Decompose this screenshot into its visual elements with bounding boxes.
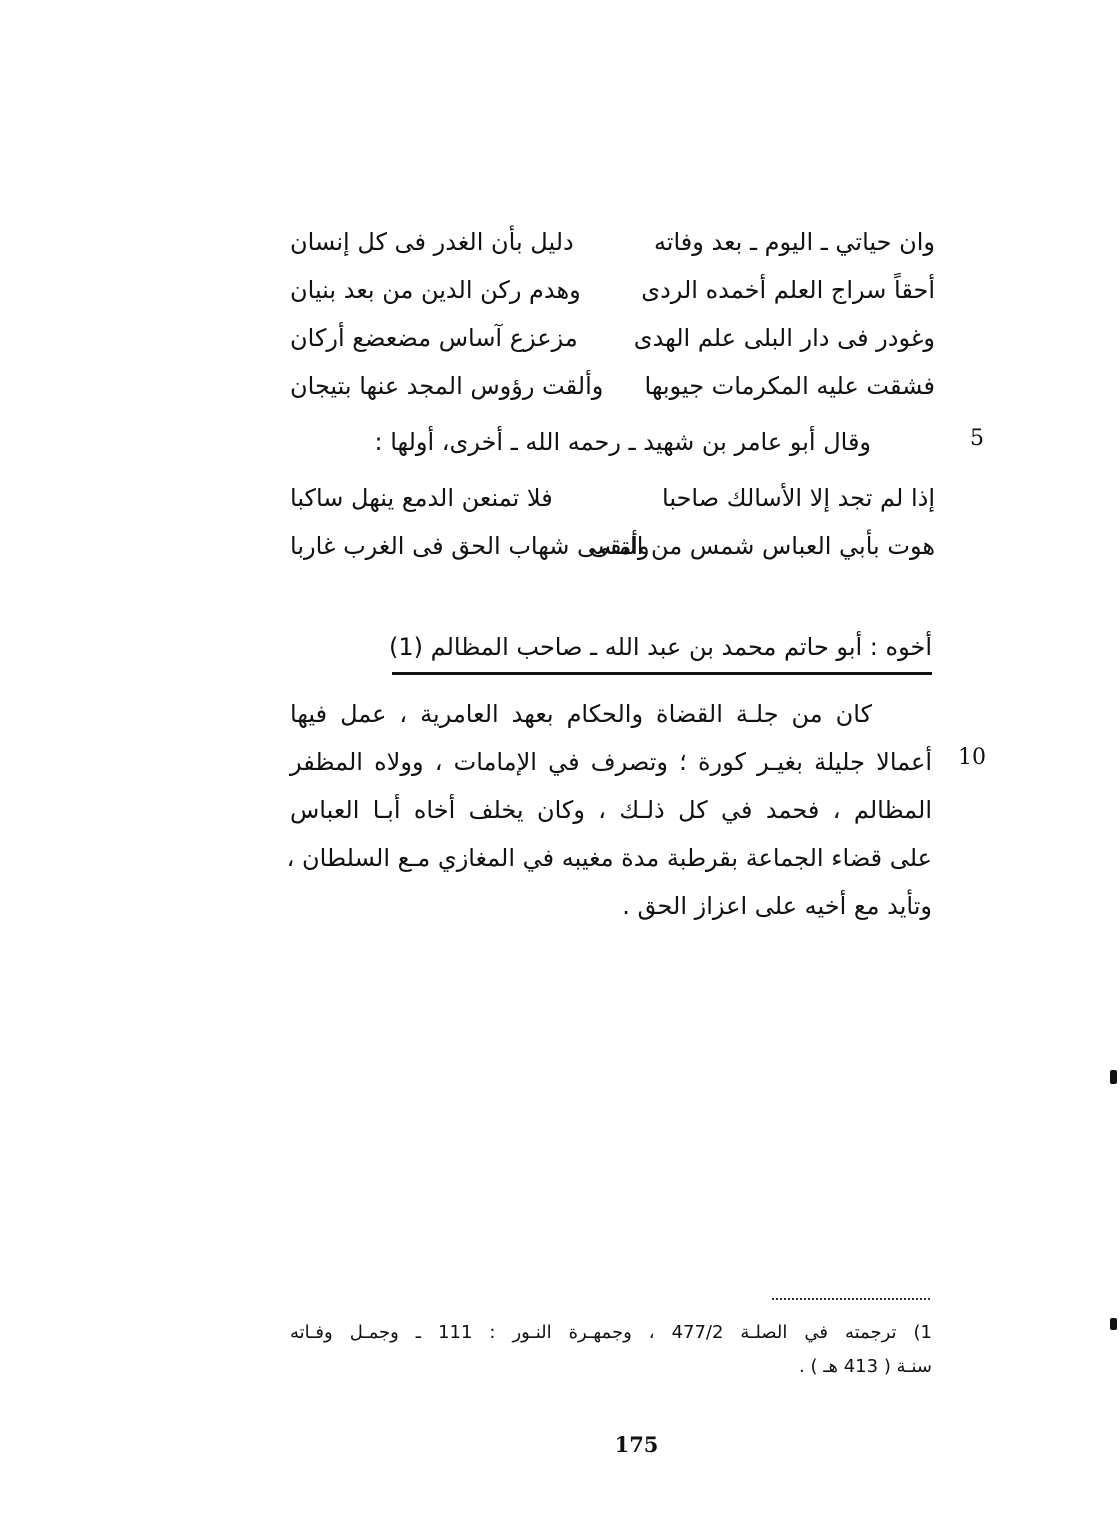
verse-row [290,366,935,414]
verses-block-1 [290,222,935,414]
footnote-line: 1) ترجمته في الصلـة 477/2 ، وجمهـرة النـور : 111 ـ وجمـل وفـاته [290,1322,932,1343]
paragraph-line: كان من جلـة القضاة والحكام بعهد العامرية ، عمل فيها [290,700,872,728]
paragraph-line: أعمالا جليلة بغيـر كورة ؛ وتصرف في الإمامات ، وولاه المظفر [290,748,932,776]
verse-first-hemistich: وان حياتي ـ اليوم ـ بعد وفاته [653,228,935,256]
verse-row [290,478,935,526]
line-number-10: 10 [958,745,986,770]
verse-first-hemistich: هوت بأبي العباس شمس من التقى [590,532,935,560]
verse-second-hemistich: دليل بأن الغدر فى كل إنسان [290,228,574,256]
verse-second-hemistich: مزعزع آساس مضعضع أركان [290,324,578,352]
intro-line: وقال أبو عامر بن شهيد ـ رحمه الله ـ أخرى، أولها : [374,428,871,456]
line-number-5: 5 [970,426,984,451]
verse-row [290,222,935,270]
footnote-separator [772,1298,930,1300]
verse-row [290,526,935,574]
verse-first-hemistich: أحقاً سراج العلم أخمده الردى [641,276,935,304]
paragraph-line: المظالم ، فحمد في كل ذلـك ، وكان يخلف أخاه أبـا العباس [290,796,932,824]
footnote-line: سنـة ( 413 هـ ) . [799,1356,932,1377]
section-heading: أخوه : أبو حاتم محمد بن عبد الله ـ صاحب المظالم (1) [388,633,932,661]
verse-second-hemistich: فلا تمنعن الدمع ينهل ساكبا [290,484,553,512]
verse-first-hemistich: وغودر فى دار البلى علم الهدى [633,324,935,352]
footnote [290,1316,932,1384]
verse-second-hemistich: وألقت رؤوس المجد عنها بتيجان [290,372,604,400]
verse-second-hemistich: وهدم ركن الدين من بعد بنيان [290,276,581,304]
verse-first-hemistich: فشقت عليه المكرمات جيوبها [644,372,935,400]
verse-row [290,318,935,366]
paragraph-line: وتأيد مع أخيه على اعزاز الحق . [622,892,932,920]
body-paragraph [286,690,932,930]
verse-second-hemistich: وأمسى شهاب الحق فى الغرب غاربا [290,532,650,560]
scan-mark [1110,1318,1117,1330]
verse-row [290,270,935,318]
heading-underline [392,672,932,675]
verses-block-2 [290,478,935,574]
page-number: 175 [614,1432,659,1457]
verse-first-hemistich: إذا لم تجد إلا الأسالك صاحبا [662,484,935,512]
paragraph-line: على قضاء الجماعة بقرطبة مدة مغيبه في المغازي مـع السلطان ، [286,844,932,872]
scan-mark [1110,1070,1117,1084]
